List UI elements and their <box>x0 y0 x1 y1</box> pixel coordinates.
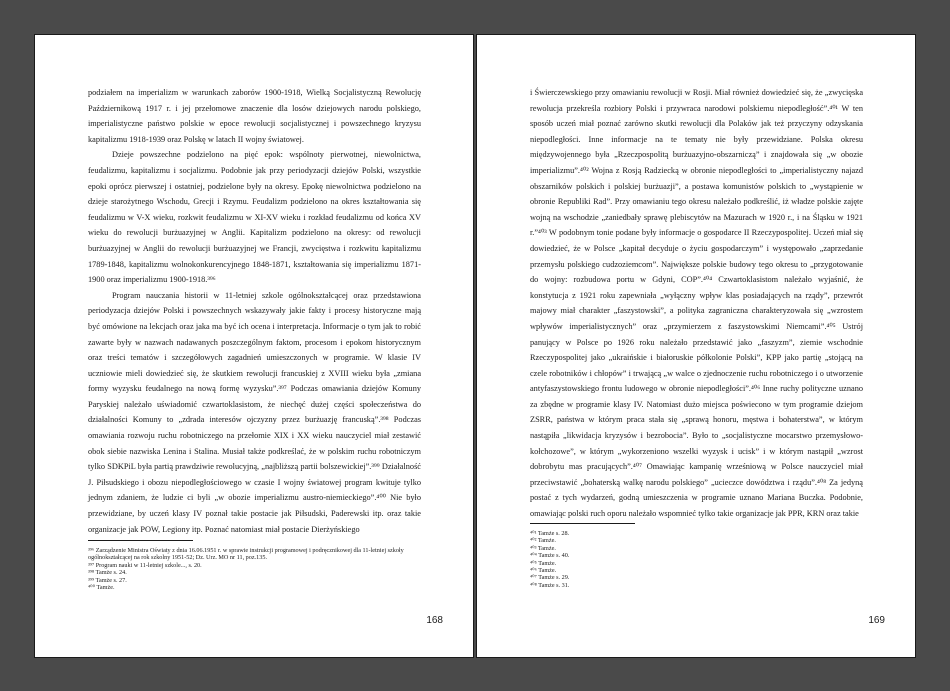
paragraph: i Świerczewskiego przy omawianiu rewolucji w Rosji. Miał również dowiedzieć się, że „zwycięska rewolucja przekreśla rozbiory Polski i przywraca narodowi polskiemu niepodległość”.⁴⁰¹ W ten sposób uczeń miał poznać zarówno skutki rewolucji dla Polaków jak też przyczyny odzyskania niepodległości. Inne informacje na te tematy nie były przewidziane. Polska okresu międzywojennego była „Rzeczpospolitą burżuazyjno-obszarniczą” i znajdowała się „w obozie imperializmu”.⁴⁰² Wojna z Rosją Radziecką w obronie niepodległości to „imperialistyczny najazd obszarników polskich i polskiej burżuazji”, a postawa komunistów polskich to „wystąpienie w obronie Republiki Rad”. Przy omawianiu tego okresu należało podkreślić, iż władze polskie zajęte wojną na wschodzie „zaniedbały sprawę plebiscytów na Mazurach w 1920 r., i na Śląsku w 1921 r.”⁴⁰³ W podobnym tonie podane były informacje o gospodarce II Rzeczypospolitej. Uczeń miał się dowiedzieć, że w Polsce „kapitał decyduje o życiu gospodarczym” i występowało „zaprzedanie przemysłu polskiego cudzoziemcom”. Największe polskie budowy tego okresu to „przygotowanie do wojny: rozbudowa portu w Gdyni, COP”.⁴⁰⁴ Czwartoklasistom należało wyjaśnić, że konstytucja z 1921 roku zapewniała „wyłączny wpływ klas posiadających na rządy”, przewrót majowy miał charakter „faszystowski”, a polityka zagraniczna charakteryzowała się „wzrostem wpływów imperialistycznych” oraz „przymierzem z faszystowskimi Niemcami”.⁴⁰⁵ Ustrój panujący w Polsce po 1926 roku należało przedstawić jako „faszyzm”, ziemie wschodnie Rzeczypospolitej jako „ukraińskie i białoruskie półkolonie Polski”, KPP jako partię „stojącą na czele robotników i chłopów” i trwającą „w walce o zjednoczenie ruchu robotniczego i o utworzenie antyfaszystowskiego frontu ludowego w obronie niepodległości”.⁴⁰⁶ Inne ruchy polityczne uznano za zbędne w programie klasy IV. Natomiast dużo miejsca poświecono w tym programie dziejom ZSRR, państwa w którym praca stała się „sprawą honoru, męstwa i bohaterstwa”, w którym nastąpiła „likwidacja kryzysów i bezrobocia”. Było to „socjalistyczne mocarstwo przemysłowo-kołchozowe”, w którym „wykorzeniono wszelki wyzysk i ucisk” i w którym nastąpił „wzrost dobrobytu mas pracujących”.⁴⁰⁷ Omawiając kampanię wrześniową w Polsce nauczyciel miał przeciwstawić „bohaterską walkę narodu polskiego” „ucieczce dowództwa i rządu”.⁴⁰⁸ Za jedyną postać z tych wydarzeń, godną umieszczenia w programie uznano Mariana Buczka. Podobnie, omawiając polski ruch oporu należało wspomnieć tylko takie organizacje jak PPR, KRN oraz takie <box>530 88 863 519</box>
paragraph: Program nauczania historii w 11-letniej szkole ogólnokształcącej oraz przedstawiona periodyzacja dziejów Polski i powszechnych wskazywały jakie fakty i procesy historyczne mają być omówione na lekcjach oraz jaka ma być ich ocena i interpretacja. Informacje o tym jak to robić zawarte były w nazwach nadawanych poszczególnym faktom, procesom i epokom historycznym oraz treści tematów i szczegółowych zagadnień umieszczonych w programie. W klasie IV uczniowie mieli dowiedzieć się, że skutkiem rewolucji francuskiej z XVIII wieku była „zmiana formy wyzysku feudalnego na nową formę wyzysku”.³⁹⁷ Podczas omawiania dziejów Komuny Paryskiej należało uświadomić czwartoklasistom, że niechęć dużej części społeczeństwa do działalności Komuny to „zdrada interesów ojczyzny przez burżuazję francuską”.³⁹⁸ Podczas omawiania rozwoju ruchu robotniczego na przełomie XIX i XX wieku nauczyciel miał zestawić obok siebie nazwiska Lenina i Stalina. Musiał także podkreślać, że w polskim ruchu robotniczym tylko SDKPiL była partią prawdziwie rewolucyjną, „najbliższą partii bolszewickiej”.³⁹⁹ Działalność J. Piłsudskiego i obozu niepodległościowego w czasie I wojny światowej program kwituje tylko jednym zdaniem, że ludzie ci byli „w obozie imperializmu austro-niemieckiego”.⁴⁰⁰ Nie było przewidziane, by uczeń klasy IV poznał takie postacie jak Piłsudski, Paderewski itp. oraz takie organizacje jak POW, Legiony itp. Poznać natomiast miał postacie Dierżyńskiego <box>88 290 421 534</box>
left-page <box>34 34 474 658</box>
page-number: 169 <box>868 615 885 626</box>
footnote: ³⁹⁹ Tamże s. 27. <box>88 576 127 584</box>
left-footnotes <box>88 540 421 591</box>
paragraph: podziałem na imperializm w warunkach zaborów 1900-1918, Wielką Socjalistyczną Rewolucję Październikową 1917 r. i jej przełomowe znaczenie dla losów dziejowych narodu polskiego, imperialistyczne państwo polskie w epoce rewolucji socjalistycznej i powszechnego kryzysu kapitalizmu 1918-1939 oraz Polskę w latach II wojny światowej. <box>88 88 421 144</box>
footnote: ⁴⁰⁷ Tamże s. 29. <box>530 574 570 582</box>
right-page <box>476 34 916 658</box>
footnote: ⁴⁰¹ Tamże s. 28. <box>530 530 570 537</box>
footnote-divider <box>88 540 193 541</box>
paragraph: Dzieje powszechne podzielono na pięć epok: wspólnoty pierwotnej, niewolnictwa, feudalizmu, kapitalizmu i socjalizmu. Podobnie jak przy periodyzacji dziejów Polski, wszystkie epoki oprócz pierwszej i ostatniej, podzielone były na okresy. Epokę niewolnictwa podzielono na dzieje starożytnego Wschodu, Grecji i Rzymu. Feudalizm podzielono na okres kształtowania się feudalizmu w V-X wieku, rozkwit feudalizmu w XI-XV wieku i rozkład feudalizmu od końca XV wieku do rewolucji burżuazyjnej w Anglii. Kapitalizm podzielono na okresy: od rewolucji burżuazyjnej w Anglii do rewolucji burżuazyjnej we Francji, zwycięstwa i rozkwitu kapitalizmu 1789-1848, kapitalizmu wolnokonkurencyjnego 1848-1871, kształtowania się imperializmu 1871-1900 oraz imperializmu 1900-1918.³⁹⁶ <box>88 150 421 285</box>
footnote: ⁴⁰⁴ Tamże s. 40. <box>530 552 570 560</box>
footnote: ⁴⁰⁰ Tamże. <box>88 584 115 592</box>
footnote: ³⁹⁶ Zarządzenie Ministra Oświaty z dnia 16.06.1951 r. w sprawie instrukcji programowej i podręcznikowej dla 11-letniej szkoły ogólnokształcącej na rok szkolny 1951-52; Dz. Urz. MO nr 11, poz.135. <box>88 547 404 562</box>
footnote: ⁴⁰⁸ Tamże s. 31. <box>530 581 570 589</box>
page-number: 168 <box>426 615 443 626</box>
left-page-body <box>88 85 421 537</box>
footnote: ⁴⁰³ Tamże. <box>530 544 556 552</box>
right-footnotes <box>530 523 863 589</box>
right-page-body <box>530 85 863 522</box>
footnote: ⁴⁰⁵ Tamże. <box>530 559 557 567</box>
footnote: ⁴⁰² Tamże. <box>530 537 556 545</box>
footnote: ⁴⁰⁶ Tamże. <box>530 567 557 575</box>
footnote: ³⁹⁸ Tamże s. 24. <box>88 569 127 577</box>
footnote: ³⁹⁷ Program nauki w 11-letniej szkole..., s. 20. <box>88 561 202 569</box>
footnote-divider <box>530 523 635 524</box>
